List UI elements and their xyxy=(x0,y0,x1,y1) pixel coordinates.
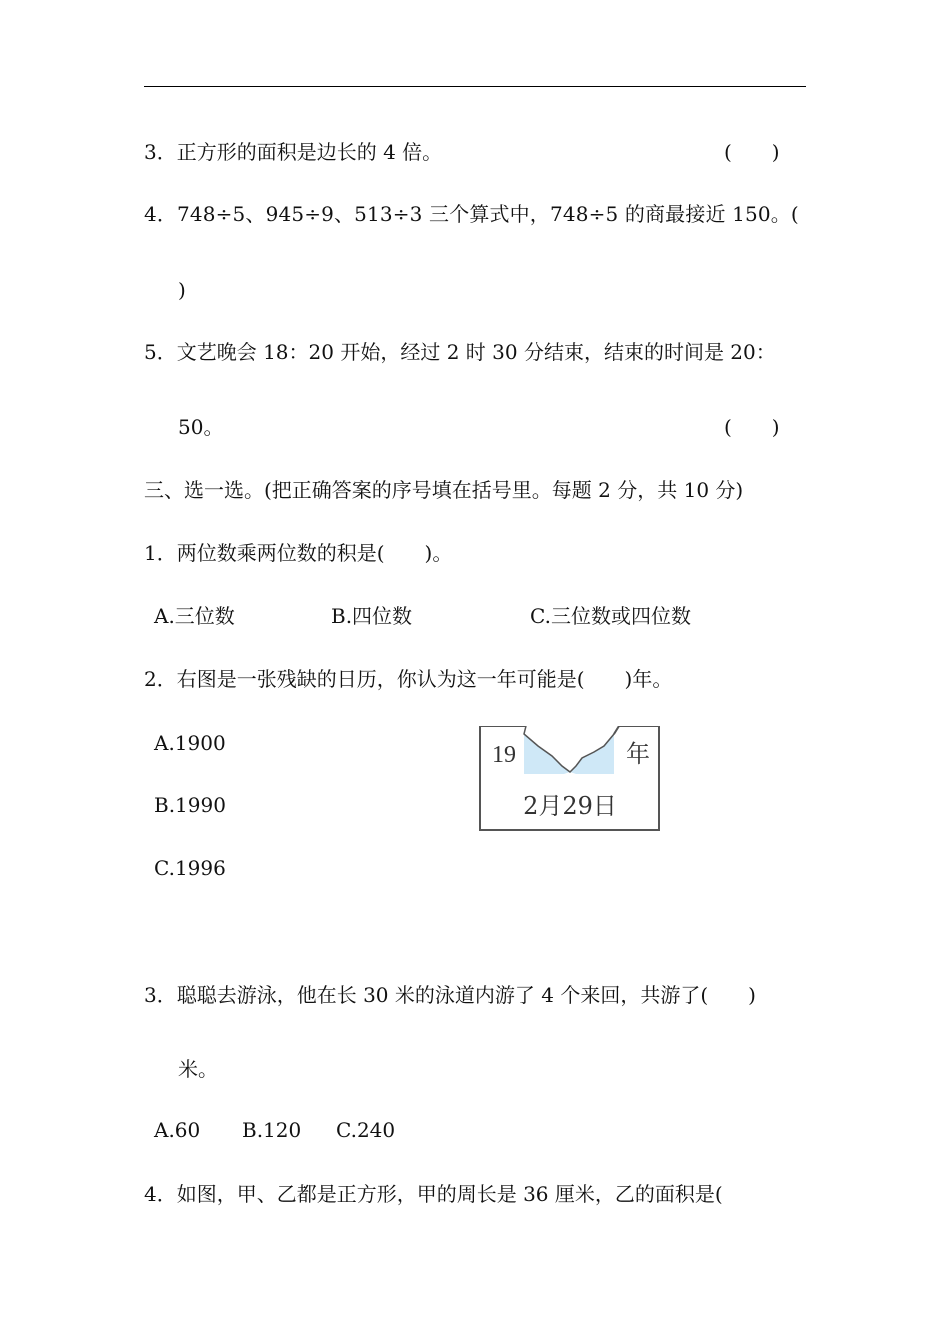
mc-q1-option-c[interactable]: C.三位数或四位数 xyxy=(530,604,691,628)
section-3-title: 三、选一选。(把正确答案的序号填在括号里。每题 2 分，共 10 分) xyxy=(144,478,744,502)
mc-q2-option-c[interactable]: C.1996 xyxy=(154,856,226,880)
mc-question-3: 3．聪聪去游泳，他在长 30 米的泳道内游了 4 个来回，共游了( ) xyxy=(144,983,756,1007)
mc-q1-option-b[interactable]: B.四位数 xyxy=(331,604,413,628)
mc-q1-option-a[interactable]: A.三位数 xyxy=(154,604,235,628)
mc-q2-option-b[interactable]: B.1990 xyxy=(154,793,226,817)
calendar-date: 2月29日 xyxy=(523,792,617,820)
calendar-year-prefix: 19 xyxy=(492,742,516,768)
tf-question-4: 4．748÷5、945÷9、513÷3 三个算式中，748÷5 的商最接近 150。( xyxy=(144,202,799,226)
tf-answer-blank-4[interactable]: ) xyxy=(178,278,186,302)
tf-answer-blank-3[interactable]: ( ) xyxy=(724,140,780,164)
mc-q3-option-c[interactable]: C.240 xyxy=(336,1118,396,1142)
tf-answer-blank-5[interactable]: ( ) xyxy=(724,415,780,439)
calendar-year-suffix: 年 xyxy=(626,740,650,768)
mc-question-1: 1．两位数乘两位数的积是( )。 xyxy=(144,541,453,565)
tf-question-5-cont: 50。 xyxy=(178,415,224,439)
top-rule xyxy=(144,86,806,87)
mc-question-4: 4．如图，甲、乙都是正方形，甲的周长是 36 厘米，乙的面积是( xyxy=(144,1182,723,1206)
torn-calendar-figure xyxy=(478,726,662,832)
mc-q3-option-b[interactable]: B.120 xyxy=(242,1118,302,1142)
mc-q2-option-a[interactable]: A.1900 xyxy=(154,731,226,755)
tf-question-5: 5．文艺晚会 18：20 开始，经过 2 时 30 分结束，结束的时间是 20： xyxy=(144,340,776,364)
mc-question-3-cont: 米。 xyxy=(178,1057,218,1081)
mc-q3-option-a[interactable]: A.60 xyxy=(154,1118,201,1142)
tf-question-3: 3．正方形的面积是边长的 4 倍。 xyxy=(144,140,443,164)
mc-question-2: 2．右图是一张残缺的日历，你认为这一年可能是( )年。 xyxy=(144,667,673,691)
